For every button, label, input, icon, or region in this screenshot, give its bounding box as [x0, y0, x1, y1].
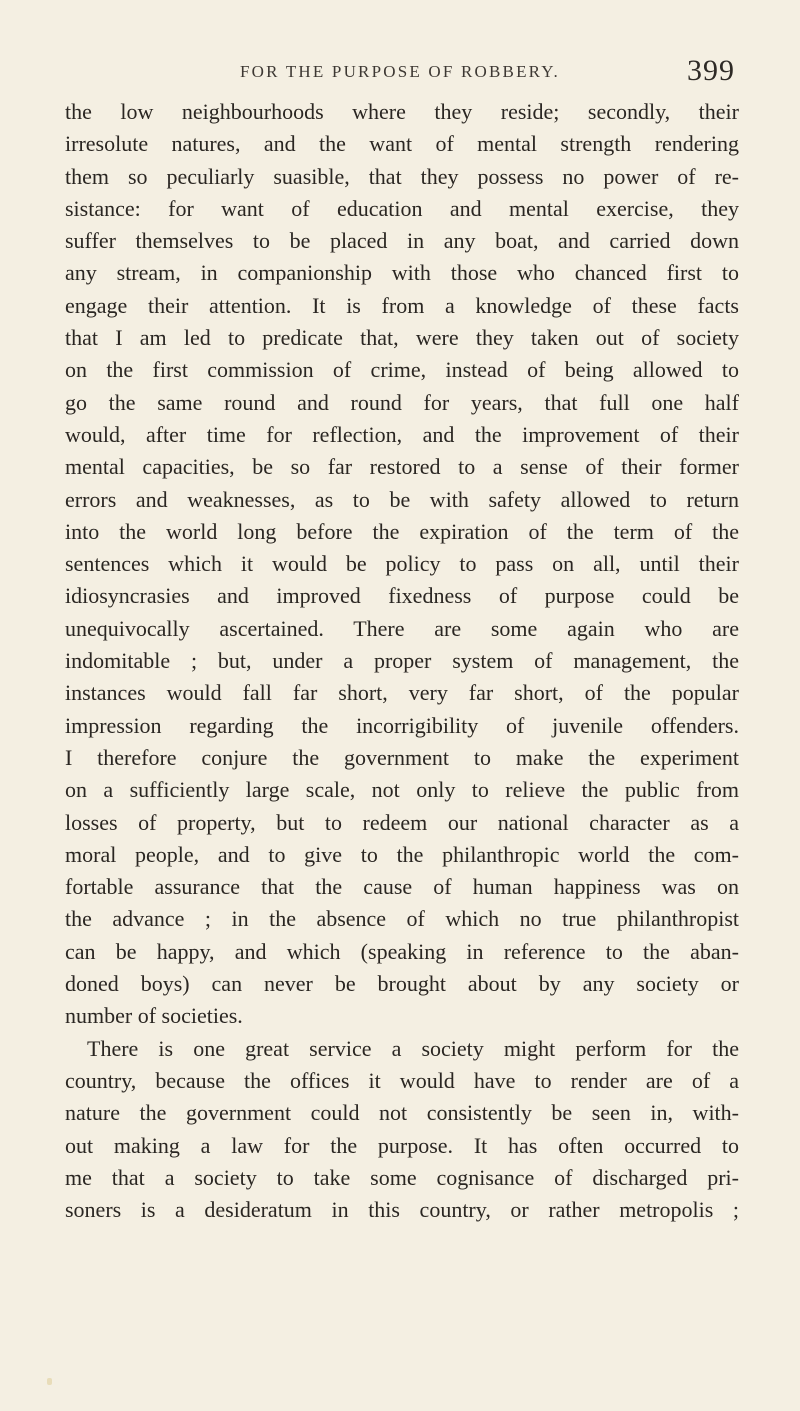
body-text [65, 96, 739, 1226]
text-line: soners is a desideratum in this country, or rather metropolis ; [65, 1197, 739, 1223]
text-line: me that a society to take some cognisance of discharged pri- [65, 1164, 739, 1190]
text-line: nature the government could not consistently be seen in, with- [65, 1100, 739, 1126]
text-line: I therefore conjure the government to make the experiment [65, 744, 739, 770]
running-head [40, 56, 760, 96]
text-line: errors and weaknesses, as to be with safety allowed to return [65, 486, 739, 512]
text-line: any stream, in companionship with those who chanced first to [65, 260, 739, 286]
text-line: engage their attention. It is from a knowledge of these facts [65, 292, 739, 318]
text-line: irresolute natures, and the want of mental strength rendering [65, 131, 739, 157]
text-line: fortable assurance that the cause of human happiness was on [65, 874, 739, 900]
text-line: them so peculiarly suasible, that they possess no power of re- [65, 163, 739, 189]
text-line: the low neighbourhoods where they reside; secondly, their [65, 99, 739, 124]
text-line: out making a law for the purpose. It has often occurred to [65, 1132, 739, 1158]
text-line: suffer themselves to be placed in any boat, and carried down [65, 228, 739, 254]
page-number: 399 [687, 54, 735, 87]
paper-speck [47, 1378, 52, 1385]
text-line: into the world long before the expiration of the term of the [65, 518, 739, 544]
text-line: impression regarding the incorrigibility of juvenile offenders. [65, 712, 739, 738]
text-line: the advance ; in the absence of which no true philanthropist [65, 906, 739, 932]
text-line: There is one great service a society might perform for the [87, 1035, 739, 1061]
text-line: country, because the offices it would have to render are of a [65, 1067, 739, 1093]
text-line: idiosyncrasies and improved fixedness of purpose could be [65, 583, 739, 609]
text-line: sentences which it would be policy to pass on all, until their [65, 551, 739, 577]
text-line: losses of property, but to redeem our national character as a [65, 809, 739, 835]
running-title: FOR THE PURPOSE OF ROBBERY. [240, 62, 560, 81]
text-line: that I am led to predicate that, were they taken out of society [65, 325, 739, 351]
text-line: sistance: for want of education and mental exercise, they [65, 195, 739, 221]
text-line: go the same round and round for years, that full one half [65, 389, 739, 415]
text-line: instances would fall far short, very far short, of the popular [65, 680, 739, 706]
text-line: can be happy, and which (speaking in reference to the aban- [65, 938, 739, 964]
text-line: on the first commission of crime, instead of being allowed to [65, 357, 739, 383]
text-line: on a sufficiently large scale, not only to relieve the public from [65, 777, 739, 803]
text-line: unequivocally ascertained. There are some again who are [65, 615, 739, 641]
text-line: doned boys) can never be brought about by any society or [65, 971, 739, 997]
text-line: would, after time for reflection, and the improvement of their [65, 421, 739, 447]
text-line: indomitable ; but, under a proper system of management, the [65, 648, 739, 674]
text-line: number of societies. [65, 1003, 243, 1029]
text-line: mental capacities, be so far restored to a sense of their former [65, 454, 739, 480]
text-line: moral people, and to give to the philanthropic world the com- [65, 841, 739, 867]
